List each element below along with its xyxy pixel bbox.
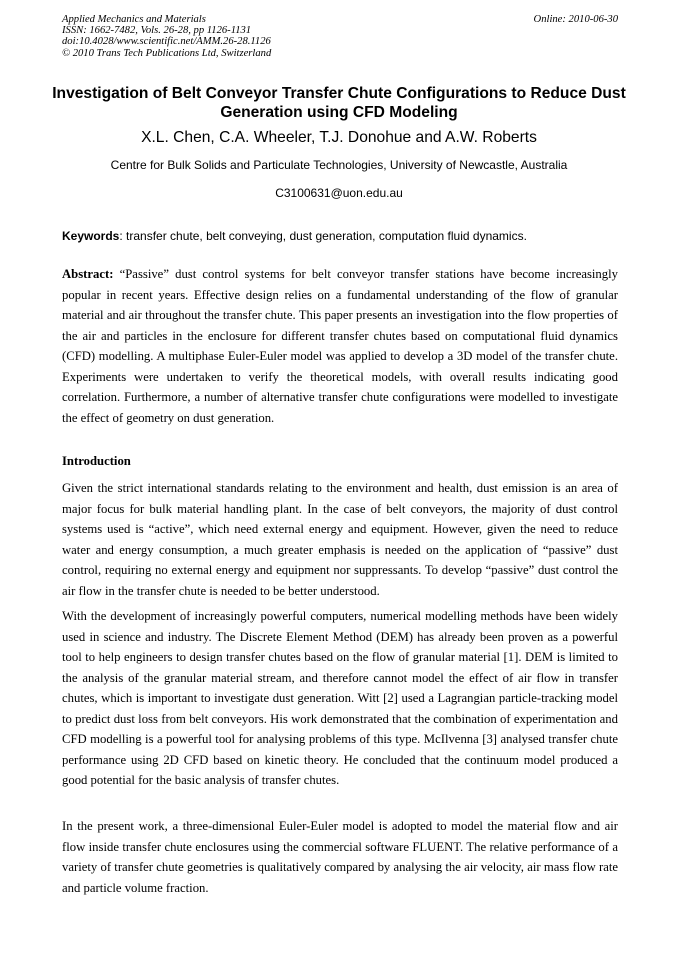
intro-paragraph-3: In the present work, a three-dimensional Euler-Euler model is adopted to model the material flow and air flow inside transfer chute enclosures using the commercial software FLUENT. The relative performance of a variety of transfer chute geometries is qualitatively compared by analysing the air velocity, air mass flow rate and particle volume fraction. <box>62 819 618 895</box>
intro-paragraph-1: Given the strict international standards relating to the environment and health, dust emission is an area of major focus for bulk material handling plant. In the case of belt conveyors, the majority of dust control systems used is “active”, which need external energy and equipment. However, given the need to reduce water and energy consumption, a much greater emphasis is needed on the application of “passive” dust control, requiring no external energy and equipment nor suppressants. To develop “passive” dust control the air flow in the transfer chute is needed to be better understood. <box>62 481 618 598</box>
paper-title: Investigation of Belt Conveyor Transfer Chute Configurations to Reduce Dust Generation using CFD Modeling <box>52 85 626 121</box>
abstract <box>62 264 618 428</box>
abstract-text: “Passive” dust control systems for belt conveyor transfer stations have become increasingly popular in recent years. Effective design relies on a fundamental understanding of the flow of granular material and air throughout the transfer chute. This paper presents an investigation into the flow properties of the air and particles in the enclosure for different transfer chutes based on computational fluid dynamics (CFD) modelling. A multiphase Euler-Euler model was applied to develop a 3D model of the transfer chute. Experiments were undertaken to verify the theoretical models, with overall results indicating good correlation. Furthermore, a number of alternative transfer chute configurations were modelled to investigate the effect of geometry on dust generation. <box>62 267 618 425</box>
abstract-label: Abstract: <box>62 267 114 281</box>
copyright-line: © 2010 Trans Tech Publications Ltd, Switzerland <box>62 47 272 59</box>
journal-header <box>62 14 618 59</box>
online-date: Online: 2010-06-30 <box>533 14 618 25</box>
journal-name: Applied Mechanics and Materials <box>62 14 206 25</box>
issn-line: ISSN: 1662-7482, Vols. 26-28, pp 1126-1131 <box>62 25 252 37</box>
keywords-text: : transfer chute, belt conveying, dust generation, computation fluid dynamics. <box>119 229 527 243</box>
affiliation: Centre for Bulk Solids and Particulate Technologies, University of Newcastle, Australia <box>110 158 568 172</box>
author-email: C3100631@uon.edu.au <box>275 186 403 200</box>
keywords-line <box>62 229 618 244</box>
author-list: X.L. Chen, C.A. Wheeler, T.J. Donohue and A.W. Roberts <box>141 129 537 146</box>
keywords-label: Keywords <box>62 229 120 243</box>
section-heading-introduction: Introduction <box>62 454 131 468</box>
doi-line: doi:10.4028/www.scientific.net/AMM.26-28.1126 <box>62 36 271 48</box>
intro-paragraph-2: With the development of increasingly powerful computers, numerical modelling methods have been widely used in science and industry. The Discrete Element Method (DEM) has already been proven as a powerful tool to help engineers to design transfer chutes based on the flow of granular material [1]. DEM is limited to the analysis of the granular material stream, and therefore cannot model the effect of air flow in transfer chutes, which is important to investigate dust generation. Witt [2] used a Lagrangian particle-tracking model to predict dust loss from belt conveyors. His work demonstrated that the combination of experimentation and CFD modelling is a powerful tool for analysing problems of this type. McIlvenna [3] analysed transfer chute performance using 2D CFD based on kinetic theory. He concluded that the continuum model produced a good potential for the basic analysis of transfer chutes. <box>62 609 618 787</box>
